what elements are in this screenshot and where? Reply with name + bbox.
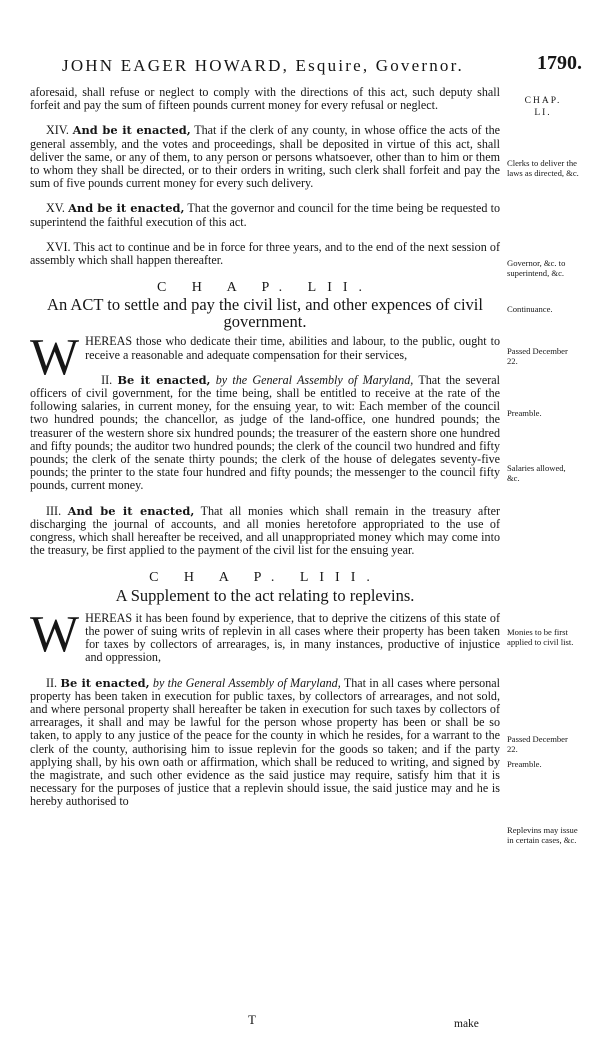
enacting-clause: And be it enacted, (67, 503, 195, 518)
margin-note-preamble-liii: Preamble. (507, 759, 542, 769)
section-number: XIV. (46, 123, 69, 138)
enacting-clause: Be it enacted, (117, 372, 211, 387)
chap-li-continuation: aforesaid, shall refuse or neglect to comply with the directions of this act, such deputy shall forfeit and pay the sum of fifteen pounds current money for every refusal or neglect. (30, 85, 500, 113)
margin-note-replevins: Replevins may issue in certain cases, &c. (507, 825, 578, 845)
section-iii-lii (30, 505, 500, 558)
margin-note-passed-lii: Passed December 22. (507, 346, 568, 366)
margin-note-passed-liii: Passed December 22. (507, 734, 568, 754)
preamble-liii (30, 605, 500, 665)
chapter-heading-liii: C H A P. LIII. (149, 570, 381, 586)
enacting-clause: Be it enacted, (60, 675, 150, 690)
page-year: 1790. (537, 52, 582, 74)
running-title: JOHN EAGER HOWARD, Esquire, Governor. (62, 56, 465, 75)
margin-note-salaries: Salaries allowed, &c. (507, 463, 566, 483)
section-xvi: XVI. This act to continue and be in force for three years, and to the end of the next session of assembly which shall happen thereafter. (30, 239, 500, 268)
section-xiv (30, 124, 500, 190)
section-text: That all monies which shall remain in the treasury after discharging the journal of accounts, and all monies heretofore appropriated to the use of congress, which shall hereafter be received, and all unappropriated money which may come into the treasury, be first applied to the payment of the civil list for the ensuing year. (30, 503, 500, 558)
catchword: make (454, 1018, 479, 1030)
margin-note-continuance: Continuance. (507, 304, 553, 314)
margin-note-preamble-lii: Preamble. (507, 408, 542, 418)
section-number: XV. (46, 201, 65, 216)
running-head (62, 52, 582, 82)
enacting-clause: And be it enacted, (72, 123, 191, 138)
margin-note-governor: Governor, &c. to superintend, &c. (507, 258, 566, 278)
body-text (30, 86, 500, 821)
signature-mark: T (248, 1012, 256, 1027)
act-title-lii: An ACT to settle and pay the civil list, and other expences of civil government. (47, 295, 483, 332)
section-text: That in all cases where personal property has been taken in execution for public taxes, by collectors of arrearages, and not sold, and where personal property shall hereafter be taken in execution for such taxes by collectors of arrearages, it shall and may be lawful for the person whose property has been or shall be so taken, to apply to any justice of the peace for the county in which he resides, for a warrant to the clerk of the county, authorising him to issue replevin for the goods so taken; and if the party applying shall, by his own oath or affirmation, which shall be reduced to writing, and signed by the magistrate, and such other evidence as the said justice may require, satisfy him that it is necessary for the purposes of justice that a replevin should issue, the said justice may and he is hereby authorised to (30, 675, 500, 809)
section-ii-liii (30, 677, 500, 809)
act-title-liii: A Supplement to the act relating to replevins. (115, 585, 415, 605)
section-text: That if the clerk of any county, in whose office the acts of the general assembly, and the votes and proceedings, shall be deposited in virtue of this act, shall deliver the same, or any of them, to any person or persons whatsoever, other than to him or them to whom they shall be directed, or to their orders in writing, such clerk shall forfeit and pay the sum of five pounds current money for every such delivery. (30, 123, 500, 191)
margin-note-monies: Monies to be first applied to civil list. (507, 627, 574, 647)
enacting-authority: by the General Assembly of Maryland, (152, 675, 341, 690)
section-text: That the governor and council for the time being be requested to superintend the faithful execution of this act. (30, 201, 500, 229)
drop-cap: W (30, 329, 80, 387)
margin-chap-number: LI. (534, 108, 552, 118)
chapter-heading-lii: C H A P. LII. (156, 280, 374, 296)
section-number: III. (46, 503, 62, 518)
section-text: That the several officers of civil government, for the time being, shall be entitled to receive at the rate of the following salaries, in current money, for the ensuing year, to wit: Each member of the council two hundred pounds; the chancellor, as judge of the land-office, one hundred pounds; the treasurer of the western shore six hundred pounds; the treasurer of the eastern shore one hundred and fifty pounds; the auditor two hundred pounds; the clerk of the council two hundred and fifty pounds; the clerk of the senate thirty pounds; the clerk of the house of delegates seventy-five pounds; the printer to the state four hundred and fifty pounds; the messenger to the council fifty pounds, current money. (30, 372, 500, 493)
section-number: II. (46, 675, 58, 690)
enacting-authority: by the General Assembly of Maryland, (215, 372, 414, 387)
preamble-text: HEREAS it has been found by experience, that to deprive the citizens of this state of the power of suing writs of replevin in all cases where their property has been taken for taxes by collectors of arrearages, is, in many instances, productive of injustice and oppression, (85, 610, 500, 665)
margin-chap-label: CHAP. (524, 96, 562, 106)
preamble-text: HEREAS those who dedicate their time, abilities and labour, to the public, ought to receive a reasonable and adequate compensation for their services, (85, 334, 500, 362)
margin-note-clerks: Clerks to deliver the laws as directed, &c. (507, 158, 579, 178)
section-ii-lii (30, 374, 500, 493)
section-number: II. (101, 372, 113, 387)
section-xv (30, 202, 500, 228)
enacting-clause: And be it enacted, (68, 201, 185, 216)
drop-cap: W (30, 605, 80, 663)
